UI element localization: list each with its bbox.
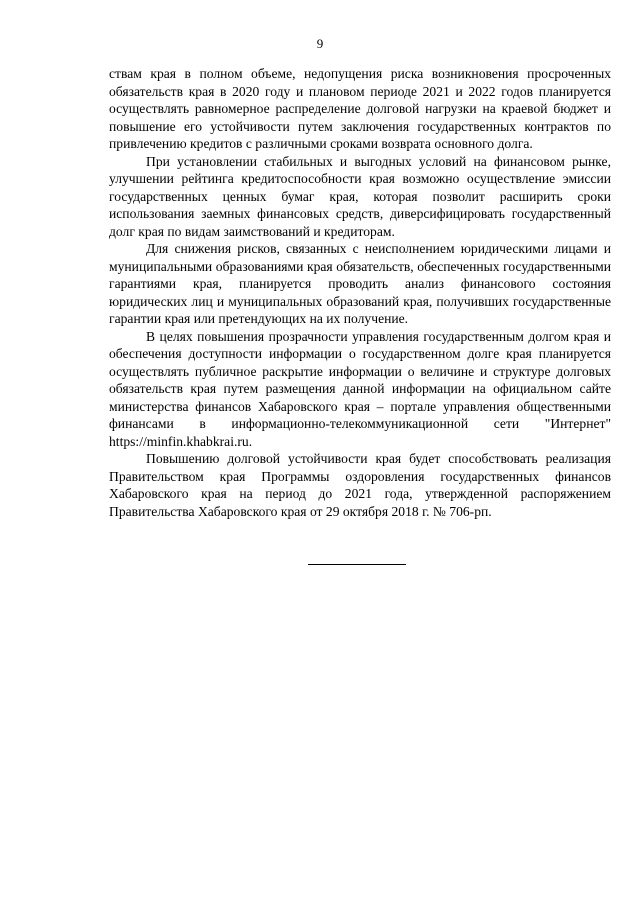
paragraph-recovery-program: Повышению долговой устойчивости края будет способствовать реализация Правительством края Программы оздоровления государственных финансов Хабаровского края на период до 2021 года, утвержденной распоряжением Правительства Хабаровского края от 29 октября 2018 г. № 706-рп. (109, 451, 611, 519)
page-number: 9 (316, 36, 324, 51)
document-body (109, 65, 611, 520)
paragraph-debt-transparency: В целях повышения прозрачности управления государственным долгом края и обеспечения доступности информации о государственном долге края планируется осуществлять публичное раскрытие информации о величине и структуре долговых обязательств края путем размещения данной информации на официальном сайте министерства финансов Хабаровского края – портале управления общественными финансами в информационно-телекоммуникационной сети "Интернет" https://minfin.khabkrai.ru. (109, 328, 611, 449)
paragraph-continuation: ствам края в полном объеме, недопущения риска возникновения просроченных обязательств края в 2020 году и плановом периоде 2021 и 2022 годов планируется осуществлять равномерное распределение долговой нагрузки на краевой бюджет и повышение его устойчивости путем заключения государственных контрактов по привлечению кредитов с различными сроками возврата основного долга. (109, 66, 611, 151)
paragraph-securities-issuance: При установлении стабильных и выгодных условий на финансовом рынке, улучшении рейтинга кредитоспособности края возможно осуществление эмиссии государственных ценных бумаг края, которая позволит расширить сроки использования заемных финансовых средств, диверсифицировать государственный долг края по видам заимствований и кредиторам. (109, 153, 611, 239)
end-divider (308, 564, 406, 565)
paragraph-guarantee-risks: Для снижения рисков, связанных с неисполнением юридическими лицами и муниципальными образованиями края обязательств, обеспеченных государственными гарантиями края, планируется проводить анализ финансового состояния юридических лиц и муниципальных образований края, получивших государственные гарантии края или претендующих на их получение. (109, 241, 611, 326)
